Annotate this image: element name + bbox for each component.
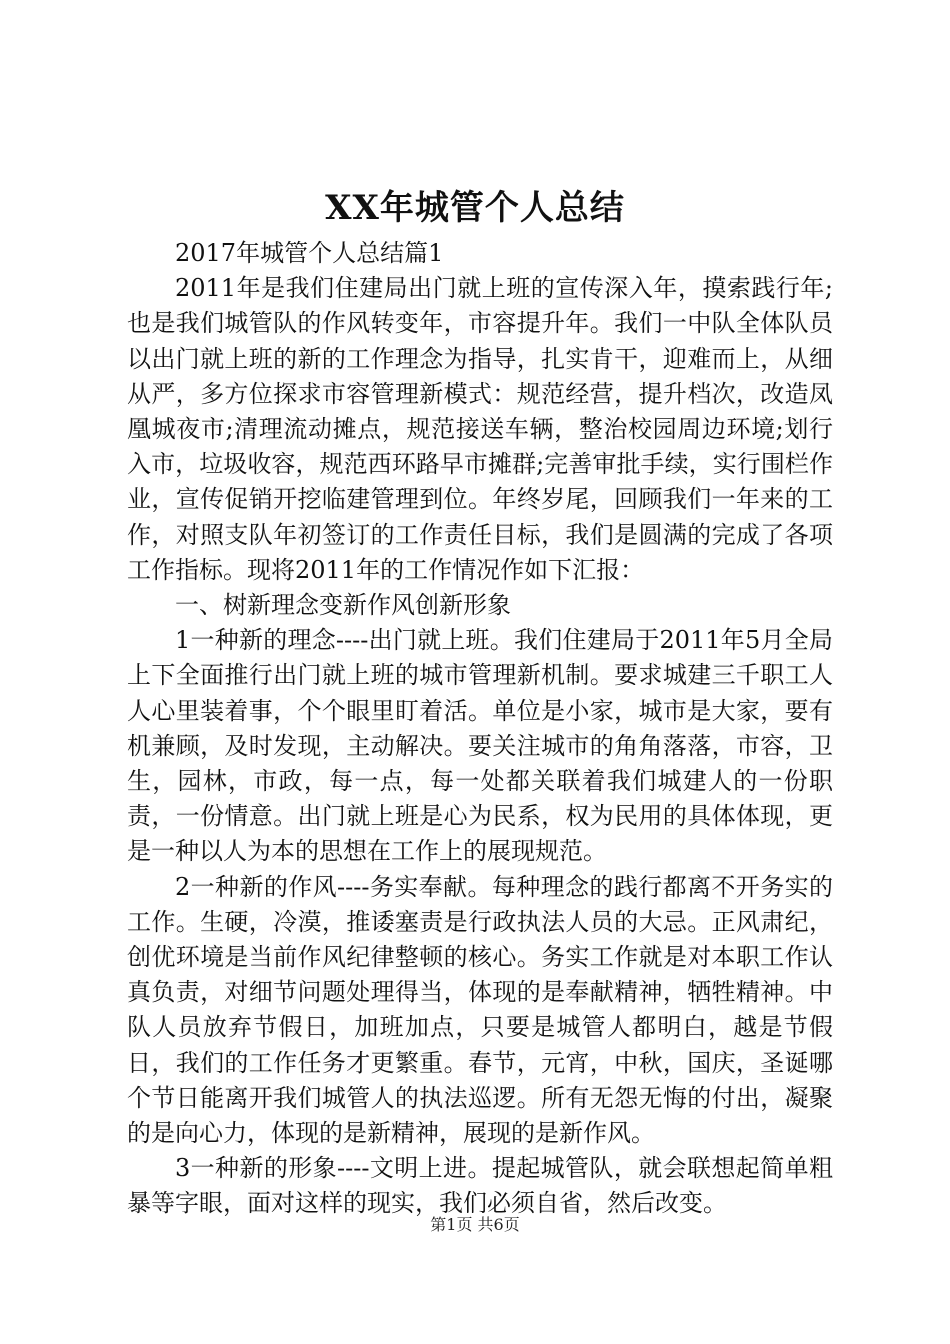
body-paragraph: 1一种新的理念----出门就上班。我们住建局于2011年5月全局上下全面推行出门就上班的城市管理新机制。要求城建三千职工人人心里装着事，个个眼里盯着活。单位是小家，城市是大家，要有机兼顾，及时发现，主动解决。要关注城市的角角落落，市容，卫生，园林，市政，每一点，每一处都关联着我们城建人的一份职责，一份情意。出门就上班是心为民系，权为民用的具体体现，更是一种以人为本的思想在工作上的展现规范。 bbox=[127, 626, 833, 866]
body-paragraph: 2011年是我们住建局出门就上班的宣传深入年，摸索践行年;也是我们城管队的作风转变年，市容提升年。我们一中队全体队员以出门就上班的新的工作理念为指导，扎实肯干，迎难而上，从细从严，多方位探求市容管理新模式：规范经营，提升档次，改造凤凰城夜市;清理流动摊点，规范接送车辆，整治校园周边环境;划行入市，垃圾收容，规范西环路早市摊群;完善审批手续，实行围栏作业，宣传促销开挖临建管理到位。年终岁尾，回顾我们一年来的工作，对照支队年初签订的工作责任目标，我们是圆满的完成了各项工作指标。现将2011年的工作情况作如下汇报： bbox=[127, 274, 833, 584]
section-heading: 一、树新理念变新作风创新形象 bbox=[175, 591, 511, 620]
document-body bbox=[127, 236, 833, 1222]
section-heading: 2017年城管个人总结篇1 bbox=[175, 239, 444, 267]
document-title: XX年城管个人总结 bbox=[325, 188, 625, 228]
body-paragraph: 3一种新的形象----文明上进。提起城管队，就会联想起简单粗暴等字眼，面对这样的现实，我们必须自省，然后改变。 bbox=[127, 1154, 833, 1218]
page-number-footer: 第1页 共6页 bbox=[430, 1215, 520, 1234]
body-paragraph: 2一种新的作风----务实奉献。每种理念的践行都离不开务实的工作。生硬，冷漠，推诿塞责是行政执法人员的大忌。正风肃纪，创优环境是当前作风纪律整顿的核心。务实工作就是对本职工作认真负责，对细节问题处理得当，体现的是奉献精神，牺牲精神。中队人员放弃节假日，加班加点，只要是城管人都明白，越是节假日，我们的工作任务才更繁重。春节，元宵，中秋，国庆，圣诞哪个节日能离开我们城管人的执法巡逻。所有无怨无悔的付出，凝聚的是向心力，体现的是新精神，展现的是新作风。 bbox=[127, 872, 833, 1148]
